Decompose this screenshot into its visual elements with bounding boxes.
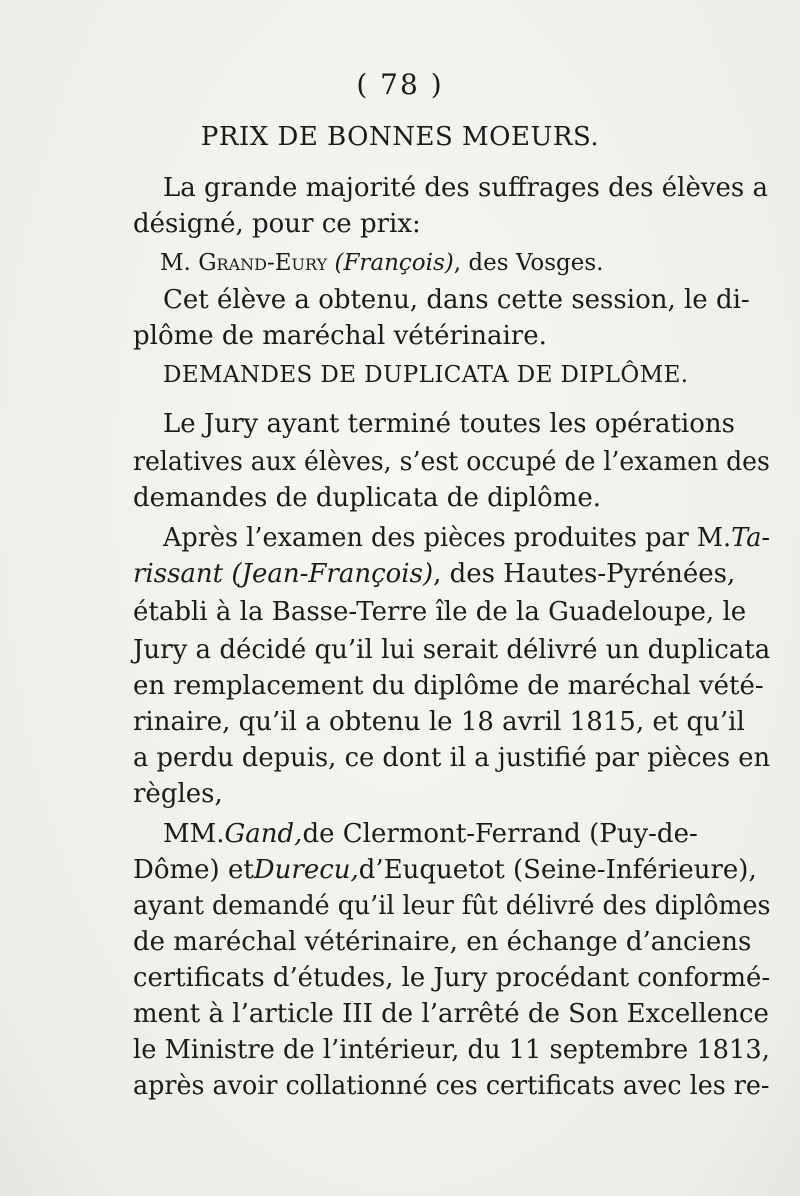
text-line: règles, bbox=[133, 779, 223, 809]
text-line: rissant (Jean-François) , des Hautes-Pyrénées, bbox=[133, 559, 736, 589]
laureate-surname: Grand-Eury bbox=[198, 250, 328, 276]
text-line: La grande majorité des suffrages des élèves a bbox=[163, 173, 769, 203]
text-line: MM. Gand, de Clermont-Ferrand (Puy-de- bbox=[163, 819, 698, 849]
text-line: le Ministre de l’intérieur, du 11 septembre 1813, bbox=[133, 1035, 770, 1065]
text-line: de maréchal vétérinaire, en échange d’anciens bbox=[133, 927, 752, 957]
text-line: plôme de maréchal vétérinaire. bbox=[133, 321, 547, 351]
text-line: relatives aux élèves, s’est occupé de l’examen des bbox=[133, 447, 770, 477]
text-line: Jury a décidé qu’il lui serait délivré un duplicata bbox=[133, 635, 771, 665]
text-line: demandes de duplicata de diplôme. bbox=[133, 483, 601, 513]
text-line: Dôme) et Durecu, d’Euquetot (Seine-Inférieure), bbox=[133, 855, 757, 885]
text-line: ment à l’article III de l’arrêté de Son Excellence bbox=[133, 999, 769, 1029]
book-page: ( 78 ) PRIX DE BONNES MOEURS. La grande majorité des suffrages des élèves a désigné, pour ce prix: M. Grand-Eury (François), des Vosges. Cet élève a obtenu, dans cette session, le di- plôme de maréchal vétérinaire. DEMANDES DE DUPLICATA DE DIPLÔME. Le Jury ayant terminé toutes les opérations relatives aux élèves, s’est occupé de l’examen des demandes de duplicata de diplôme. Après l’examen des pièces produites par M. Ta- rissant (Jean-François) , des Hautes-Pyrénées, établi à la Basse-Terre île de la Guadeloupe, le Jury a décidé qu’il lui serait délivré un duplicata en remplacement du diplôme de maréchal vété- rinaire, qu’il a obtenu le 18 avril 1815, et qu’il a perdu depuis, ce dont il a justifié par pièces en règles, MM. Gand, de Clermont-Ferrand (Puy-de- Dôme) et Durecu, d’Euquetot (Seine-Inférieure), ayant demandé qu’il leur fût délivré des diplômes de maréchal vétérinaire, en échange d’anciens certificats d’études, le Jury procédant conformé- ment à l’article III de l’arrêté de Son Excellence le Ministre de l’intérieur, du 11 septembre 1813, après avoir collationné ces certificats avec les re- bbox=[0, 0, 800, 1196]
text-line: établi à la Basse-Terre île de la Guadeloupe, le bbox=[133, 597, 747, 627]
text-line: en remplacement du diplôme de maréchal vété- bbox=[133, 671, 764, 701]
text-line: certificats d’études, le Jury procédant conformé- bbox=[133, 963, 771, 993]
text-line: ayant demandé qu’il leur fût délivré des diplômes bbox=[133, 891, 771, 921]
text-line: Après l’examen des pièces produites par M. Ta- bbox=[163, 523, 771, 553]
text-line: a perdu depuis, ce dont il a justifié par pièces en bbox=[133, 743, 771, 773]
text-line: Le Jury ayant terminé toutes les opérations bbox=[163, 409, 735, 439]
laureate-given-name: (François) bbox=[334, 250, 454, 276]
text-line: désigné, pour ce prix: bbox=[133, 209, 421, 239]
page-number: ( 78 ) bbox=[356, 68, 444, 101]
section-heading-duplicata: DEMANDES DE DUPLICATA DE DIPLÔME. bbox=[163, 362, 689, 388]
text-line: après avoir collationné ces certificats avec les re- bbox=[133, 1071, 770, 1101]
text-line: Cet élève a obtenu, dans cette session, le di- bbox=[163, 285, 750, 315]
section-heading-prix: PRIX DE BONNES MOEURS. bbox=[200, 122, 600, 152]
text-line: rinaire, qu’il a obtenu le 18 avril 1815, et qu’il bbox=[133, 707, 745, 737]
